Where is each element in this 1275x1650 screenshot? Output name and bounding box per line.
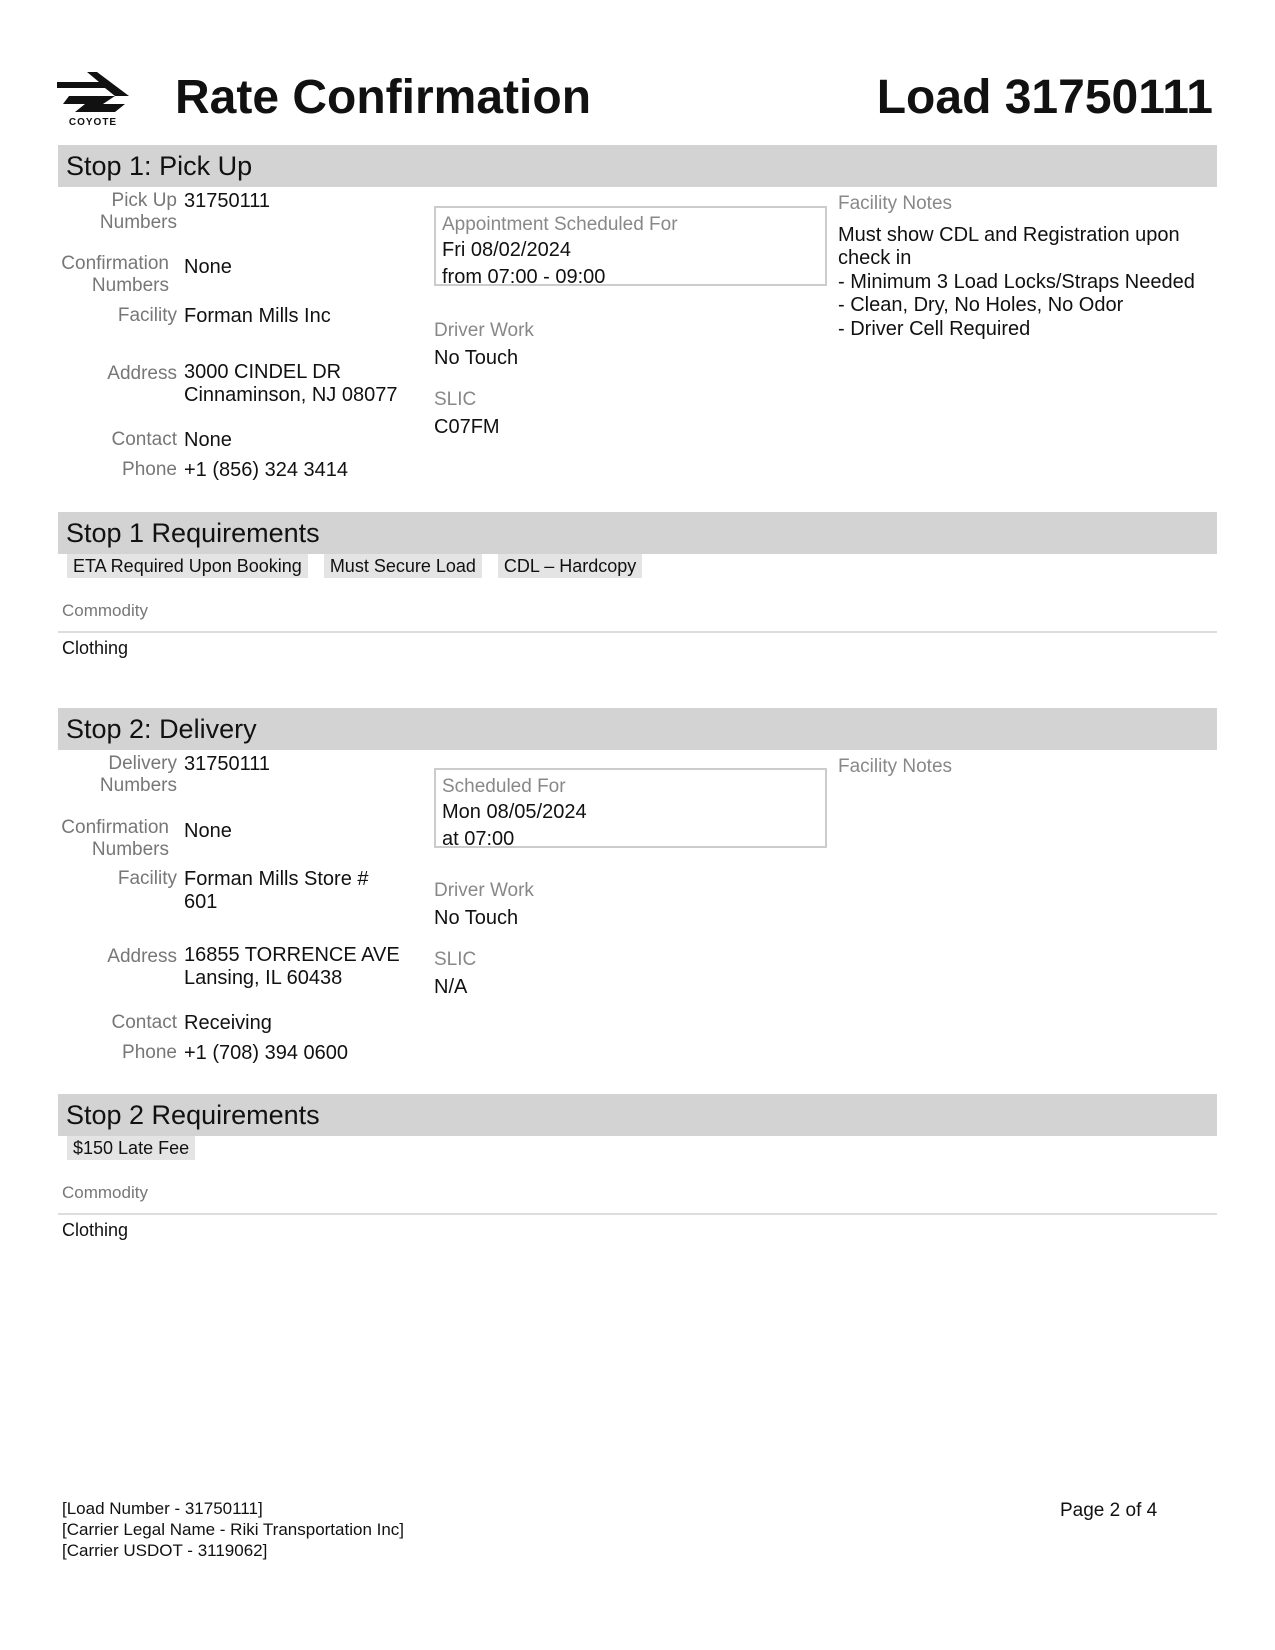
stop2-address-line2: Lansing, IL 60438	[184, 967, 343, 989]
stop2-commodity-value: Clothing	[62, 1220, 129, 1240]
stop1-driver-work-value: No Touch	[434, 347, 519, 369]
footer-info	[62, 1498, 404, 1561]
stop1-notes-label: Facility Notes	[838, 193, 953, 214]
stop1-requirement-chips	[67, 554, 658, 578]
stop2-confirmation-label: Confirmation Numbers	[61, 817, 169, 860]
stop2-phone-value: +1 (708) 394 0600	[184, 1042, 349, 1064]
stop2-commodity-label: Commodity	[62, 1183, 148, 1202]
stop1-note-line: - Driver Cell Required	[838, 317, 1031, 340]
stop1-appointment-date: Fri 08/02/2024	[442, 239, 571, 261]
stop1-commodity-label: Commodity	[62, 601, 148, 620]
footer-carrier-usdot: [Carrier USDOT - 3119062]	[62, 1541, 268, 1560]
stop1-contact-value: None	[184, 429, 232, 451]
stop2-slic-label: SLIC	[434, 949, 477, 970]
stop2-numbers-label: Delivery Numbers	[99, 753, 177, 796]
stop1-note-line: - Clean, Dry, No Holes, No Odor	[838, 294, 1124, 316]
stop1-confirmation-label: Confirmation Numbers	[61, 253, 169, 296]
requirement-chip: Must Secure Load	[324, 554, 482, 578]
stop1-appointment-box	[434, 206, 827, 286]
stop1-note-line: - Minimum 3 Load Locks/Straps Needed	[838, 270, 1195, 293]
stop1-numbers-value: 31750111	[184, 190, 271, 212]
stop2-appointment-date: Mon 08/05/2024	[442, 801, 587, 823]
stop2-notes-label: Facility Notes	[838, 756, 953, 777]
stop2-requirements-header: Stop 2 Requirements	[58, 1094, 1217, 1136]
stop1-facility-notes	[838, 192, 1208, 341]
requirement-chip: $150 Late Fee	[67, 1136, 195, 1160]
stop1-phone-label: Phone	[122, 459, 177, 480]
stop1-contact-label: Contact	[111, 429, 177, 450]
coyote-logo	[55, 70, 131, 132]
stop1-numbers-label: Pick Up Numbers	[99, 190, 177, 233]
stop2-facility-label: Facility	[117, 868, 177, 889]
stop1-appointment-time: from 07:00 - 09:00	[442, 266, 606, 288]
page-title: Rate Confirmation	[175, 71, 592, 124]
stop1-phone-value: +1 (856) 324 3414	[184, 459, 349, 481]
footer-carrier-name: [Carrier Legal Name - Riki Transportation Inc]	[62, 1520, 405, 1539]
stop1-slic-value: C07FM	[434, 416, 500, 438]
stop1-address-label: Address	[107, 363, 177, 384]
load-number-title: Load 31750111	[876, 71, 1213, 124]
stop2-appointment-time: at 07:00	[442, 828, 515, 850]
stop2-numbers-value: 31750111	[184, 753, 271, 775]
stop2-slic-value: N/A	[434, 976, 468, 998]
divider	[58, 1213, 1217, 1215]
stop1-note-line: Must show CDL and Registration upon check in	[838, 223, 1180, 269]
footer-load-number: [Load Number - 31750111]	[62, 1499, 263, 1518]
stop1-requirements-header: Stop 1 Requirements	[58, 512, 1217, 554]
stop2-contact-label: Contact	[111, 1012, 177, 1033]
stop2-facility-notes	[838, 755, 1208, 787]
stop2-address-label: Address	[107, 946, 177, 967]
stop2-phone-label: Phone	[122, 1042, 177, 1063]
stop1-address-line1: 3000 CINDEL DR	[184, 361, 342, 383]
stop1-driver-work-label: Driver Work	[434, 320, 534, 341]
stop2-appointment-label: Scheduled For	[442, 776, 566, 797]
stop2-header: Stop 2: Delivery	[58, 708, 1217, 750]
page-number: Page 2 of 4	[1060, 1500, 1158, 1521]
coyote-arrow-icon	[55, 70, 131, 116]
stop1-slic-label: SLIC	[434, 389, 477, 410]
stop2-requirement-chips	[67, 1136, 211, 1160]
divider	[58, 631, 1217, 633]
stop2-confirmation-value: None	[184, 820, 232, 842]
stop1-confirmation-value: None	[184, 256, 232, 278]
requirement-chip: ETA Required Upon Booking	[67, 554, 308, 578]
stop2-driver-work-value: No Touch	[434, 907, 519, 929]
stop2-facility-value: Forman Mills Store # 601	[184, 868, 369, 913]
stop2-contact-value: Receiving	[184, 1012, 272, 1034]
stop1-header: Stop 1: Pick Up	[58, 145, 1217, 187]
stop2-appointment-box	[434, 768, 827, 848]
logo-text: COYOTE	[68, 117, 118, 128]
stop1-facility-value: Forman Mills Inc	[184, 305, 331, 327]
stop2-address-line1: 16855 TORRENCE AVE	[184, 944, 400, 966]
stop1-facility-label: Facility	[117, 305, 177, 326]
stop1-commodity-value: Clothing	[62, 638, 129, 658]
stop1-appointment-label: Appointment Scheduled For	[442, 214, 678, 235]
requirement-chip: CDL – Hardcopy	[498, 554, 642, 578]
stop1-address-line2: Cinnaminson, NJ 08077	[184, 384, 398, 406]
stop2-driver-work-label: Driver Work	[434, 880, 534, 901]
